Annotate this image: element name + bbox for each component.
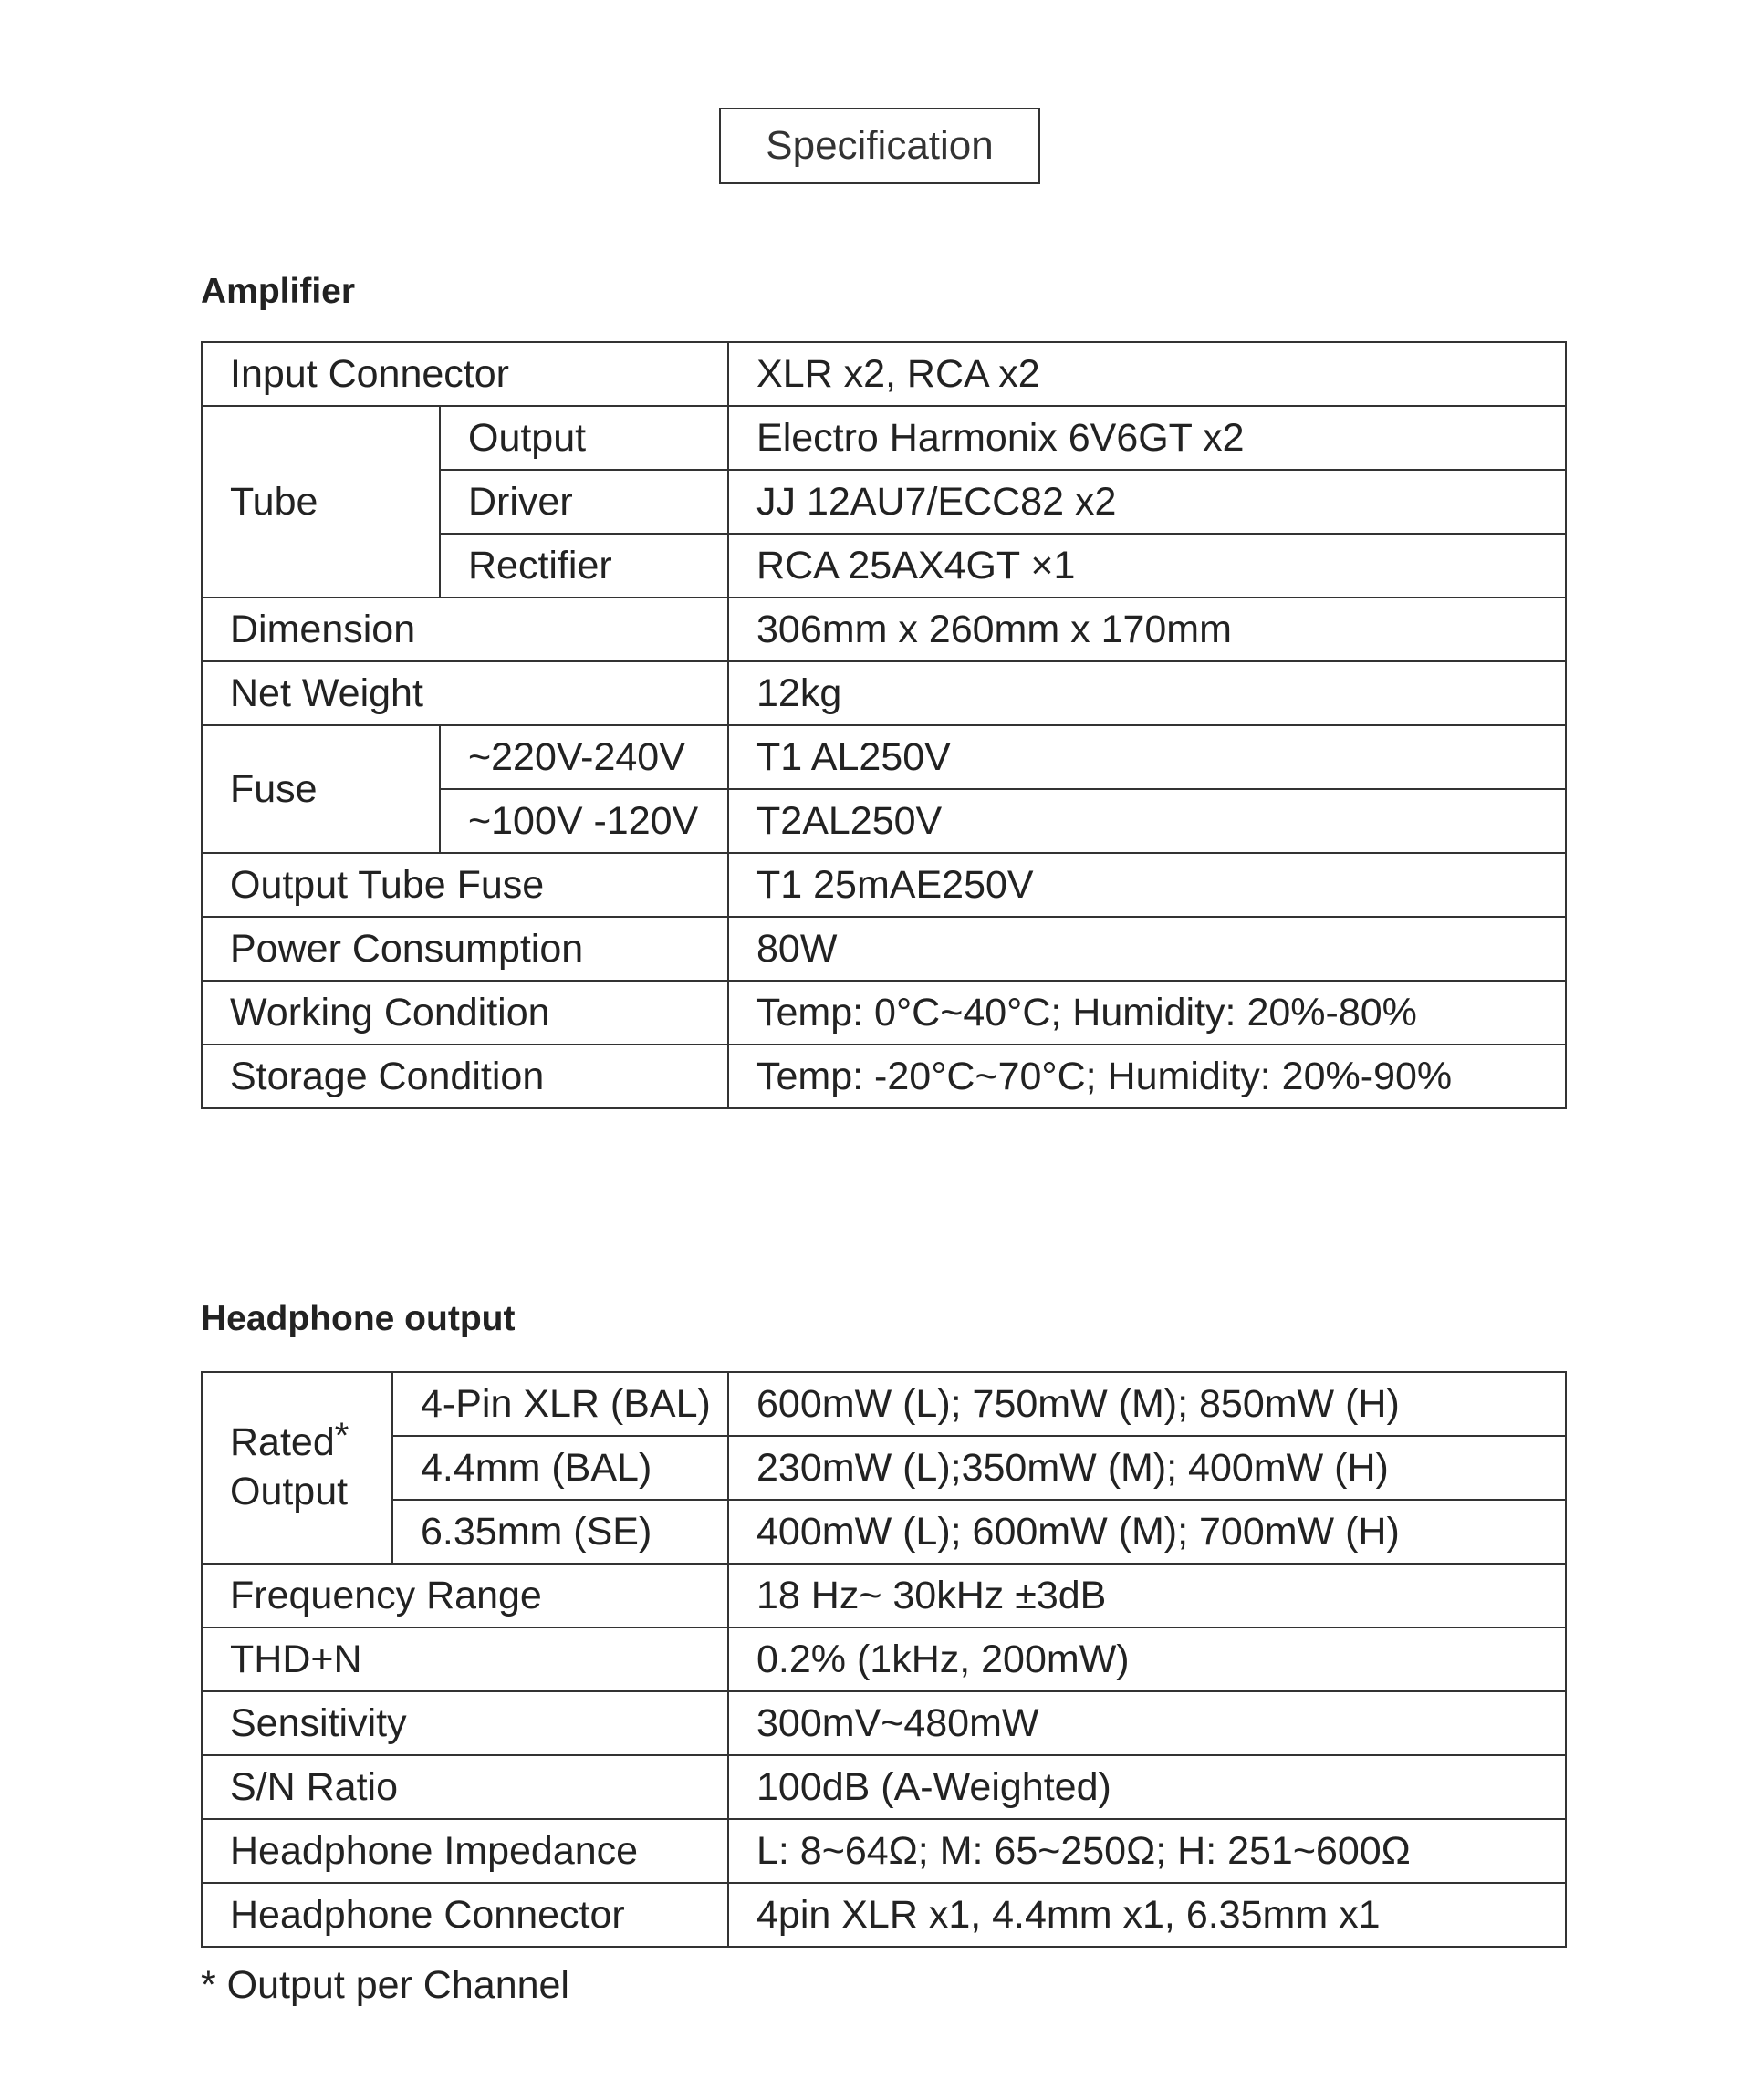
spec-value: 600mW (L); 750mW (M); 850mW (H) bbox=[728, 1372, 1566, 1436]
table-row bbox=[202, 1564, 1566, 1627]
spec-value: 4pin XLR x1, 4.4mm x1, 6.35mm x1 bbox=[728, 1883, 1566, 1947]
rated-label-line1: Rated bbox=[230, 1420, 335, 1465]
table-row bbox=[202, 1627, 1566, 1691]
spec-label: Fuse bbox=[202, 725, 440, 853]
spec-value: 0.2% (1kHz, 200mW) bbox=[728, 1627, 1566, 1691]
spec-value: JJ 12AU7/ECC82 x2 bbox=[728, 470, 1566, 534]
spec-sublabel: ~100V -120V bbox=[440, 789, 728, 853]
spec-value: RCA 25AX4GT ×1 bbox=[728, 534, 1566, 598]
spec-sublabel: ~220V-240V bbox=[440, 725, 728, 789]
rated-output-label bbox=[230, 1416, 349, 1517]
table-row bbox=[202, 1500, 1566, 1564]
spec-sublabel: Rectifier bbox=[440, 534, 728, 598]
spec-label: Net Weight bbox=[202, 661, 728, 725]
headphone-heading: Headphone output bbox=[201, 1299, 516, 1338]
spec-value: T1 AL250V bbox=[728, 725, 1566, 789]
asterisk-marker: * bbox=[334, 1416, 349, 1457]
spec-label: Dimension bbox=[202, 598, 728, 661]
table-row bbox=[202, 598, 1566, 661]
table-row bbox=[202, 1691, 1566, 1755]
spec-label: Storage Condition bbox=[202, 1045, 728, 1108]
spec-value: 230mW (L);350mW (M); 400mW (H) bbox=[728, 1436, 1566, 1500]
table-row bbox=[202, 725, 1566, 789]
spec-value: 100dB (A-Weighted) bbox=[728, 1755, 1566, 1819]
table-row bbox=[202, 1883, 1566, 1947]
table-row bbox=[202, 981, 1566, 1045]
spec-label bbox=[202, 1372, 392, 1564]
spec-value: Temp: -20°C~70°C; Humidity: 20%-90% bbox=[728, 1045, 1566, 1108]
spec-label: Output Tube Fuse bbox=[202, 853, 728, 917]
table-row bbox=[202, 1819, 1566, 1883]
spec-label: Frequency Range bbox=[202, 1564, 728, 1627]
spec-label: Headphone Impedance bbox=[202, 1819, 728, 1883]
spec-sublabel: 4-Pin XLR (BAL) bbox=[392, 1372, 728, 1436]
spec-label: Sensitivity bbox=[202, 1691, 728, 1755]
spec-value: L: 8~64Ω; M: 65~250Ω; H: 251~600Ω bbox=[728, 1819, 1566, 1883]
spec-label: Working Condition bbox=[202, 981, 728, 1045]
rated-label-line2: Output bbox=[230, 1470, 349, 1513]
table-row bbox=[202, 342, 1566, 406]
spec-label: Headphone Connector bbox=[202, 1883, 728, 1947]
spec-value: 12kg bbox=[728, 661, 1566, 725]
table-row bbox=[202, 661, 1566, 725]
spec-value: XLR x2, RCA x2 bbox=[728, 342, 1566, 406]
spec-value: 300mV~480mW bbox=[728, 1691, 1566, 1755]
amplifier-spec-table bbox=[201, 341, 1567, 1109]
spec-value: T2AL250V bbox=[728, 789, 1566, 853]
spec-value: 80W bbox=[728, 917, 1566, 981]
spec-label: Input Connector bbox=[202, 342, 728, 406]
headphone-spec-table bbox=[201, 1371, 1567, 1948]
spec-label: THD+N bbox=[202, 1627, 728, 1691]
table-row bbox=[202, 1045, 1566, 1108]
spec-value: 18 Hz~ 30kHz ±3dB bbox=[728, 1564, 1566, 1627]
table-row bbox=[202, 917, 1566, 981]
table-row bbox=[202, 1436, 1566, 1500]
table-row bbox=[202, 406, 1566, 470]
spec-sublabel: 4.4mm (BAL) bbox=[392, 1436, 728, 1500]
spec-value: 306mm x 260mm x 170mm bbox=[728, 598, 1566, 661]
spec-value: Temp: 0°C~40°C; Humidity: 20%-80% bbox=[728, 981, 1566, 1045]
spec-label: Tube bbox=[202, 406, 440, 598]
spec-sublabel: Output bbox=[440, 406, 728, 470]
spec-sublabel: 6.35mm (SE) bbox=[392, 1500, 728, 1564]
page-title: Specification bbox=[719, 108, 1040, 184]
spec-sublabel: Driver bbox=[440, 470, 728, 534]
amplifier-heading: Amplifier bbox=[201, 272, 356, 311]
table-row bbox=[202, 1372, 1566, 1436]
table-row bbox=[202, 853, 1566, 917]
spec-value: Electro Harmonix 6V6GT x2 bbox=[728, 406, 1566, 470]
table-row bbox=[202, 1755, 1566, 1819]
footnote: * Output per Channel bbox=[201, 1963, 569, 2007]
spec-value: T1 25mAE250V bbox=[728, 853, 1566, 917]
spec-value: 400mW (L); 600mW (M); 700mW (H) bbox=[728, 1500, 1566, 1564]
spec-label: S/N Ratio bbox=[202, 1755, 728, 1819]
spec-label: Power Consumption bbox=[202, 917, 728, 981]
